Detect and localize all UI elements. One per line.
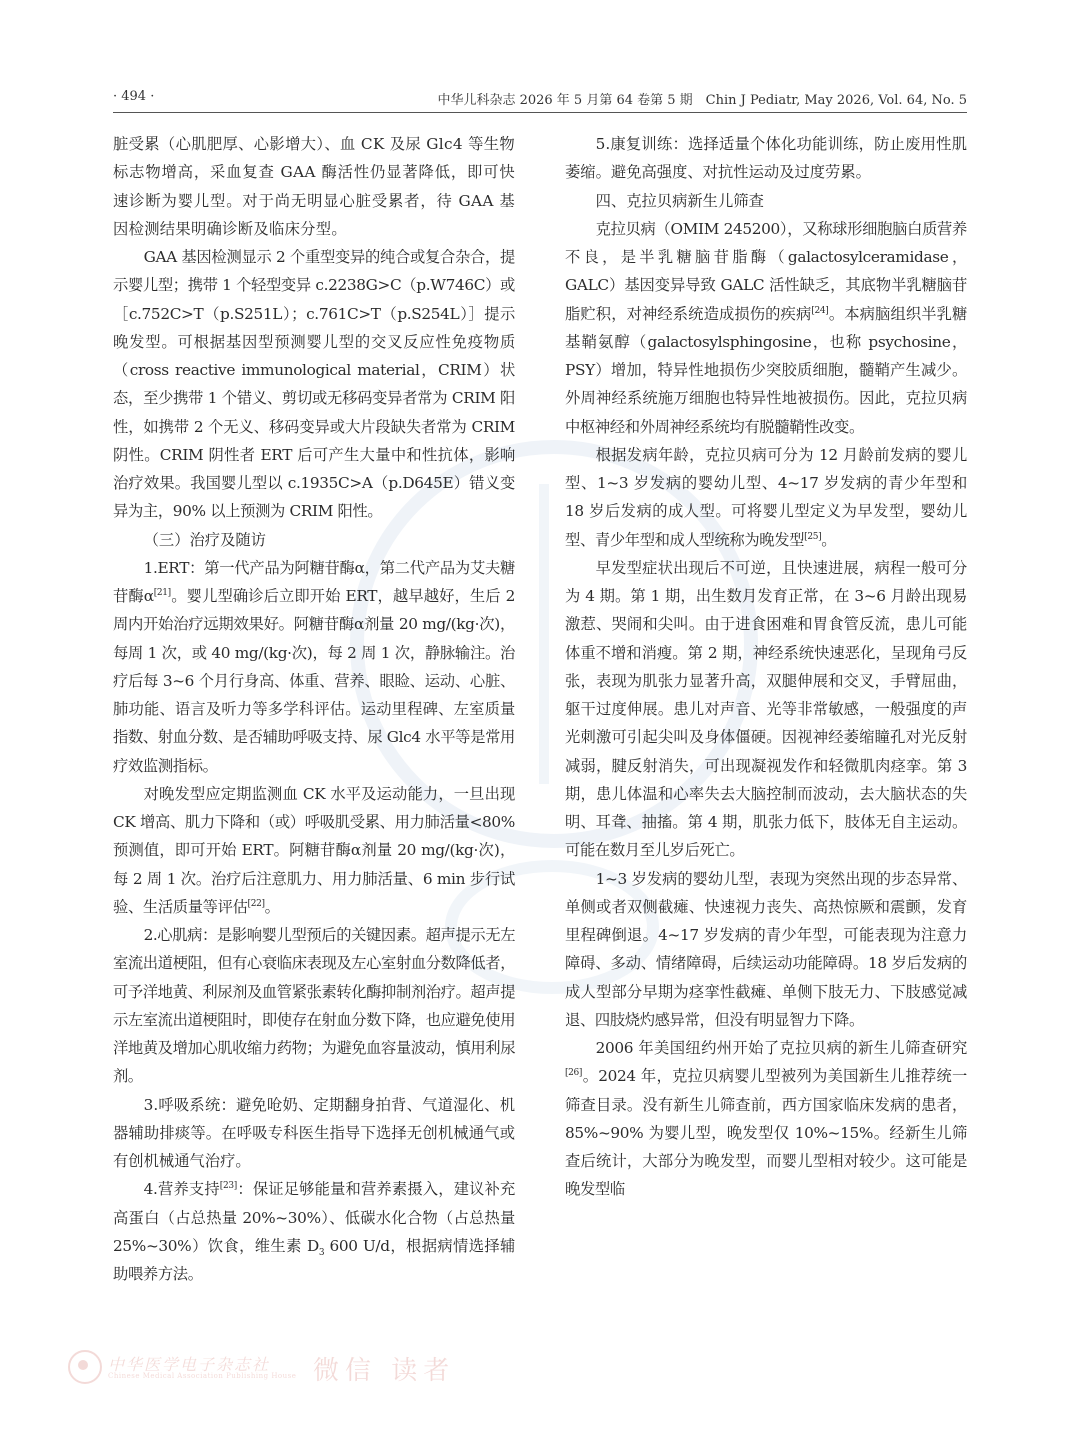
- paragraph: 2006 年美国纽约州开始了克拉贝病的新生儿筛查研究[26]。2024 年，克拉贝病婴儿型被列为美国新生儿推荐统一筛查目录。没有新生儿筛查前，西方国家临床发病的患者，85%~90% 为婴儿型，晚发型仅 10%~15%。经新生儿筛查后统计，大部分为晚发型，而婴儿型相对较少。这可能是晚发型临: [565, 1039, 967, 1199]
- publisher-name: 中华医学电子杂志社: [108, 1355, 271, 1374]
- paragraph: 2.心肌病：是影响婴儿型预后的关键因素。超声提示无左室流出道梗阻，但有心衰临床表现及左心室射血分数降低者，可予洋地黄、利尿剂及血管紧张素转化酶抑制剂治疗。超声提示左室流出道梗阻时，即使存在射血分数下降，也应避免使用洋地黄及增加心肌收缩力药物；为避免血容量波动，慎用利尿剂。: [113, 926, 515, 1086]
- paragraph: 对晚发型应定期监测血 CK 水平及运动能力，一旦出现 CK 增高、肌力下降和（或）呼吸肌受累、用力肺活量<80% 预测值，即可开始 ERT。阿糖苷酶α剂量 20 mg/(kg·次)，每 2 周 1 次。治疗后注意肌力、用力肺活量、6 min 步行试验、生活质量等评估[22]。: [113, 784, 515, 916]
- citation-ref[interactable]: [21]: [153, 587, 171, 598]
- paragraph: 早发型症状出现后不可逆，且快速进展，病程一般可分为 4 期。第 1 期，出生数月发育正常，在 3~6 月龄出现易激惹、哭闹和尖叫。由于进食困难和胃食管反流，患儿可能体重不增和消瘦。第 2 期，神经系统快速恶化，呈现角弓反张，表现为肌张力显著升高，双腿伸展和交叉，手臂屈曲，躯干过度伸展。患儿对声音、光等非常敏感，一般强度的声光刺激可引起尖叫及身体僵硬。因视神经萎缩瞳孔对光反射减弱，腱反射消失，可出现凝视发作和轻微肌肉痉挛。第 3 期，患儿体温和心率失去大脑控制而波动，去大脑状态的失明、耳聋、抽搐。第 4 期，肌张力低下，肢体无自主运动。可能在数月至儿岁后死亡。: [565, 558, 967, 860]
- paragraph: 4.营养支持[23]：保证足够能量和营养素摄入，建议补充高蛋白（占总热量 20%~30%）、低碳水化合物（占总热量 25%~30%）饮食，维生素 $D_3$ 600 U/d，根据病情选择辅助喂养方法。: [113, 1180, 515, 1283]
- citation-ref[interactable]: [24]: [811, 305, 829, 316]
- page-number: · 494 ·: [113, 89, 155, 104]
- citation-ref[interactable]: [26]: [565, 1068, 583, 1079]
- running-header: [113, 86, 967, 113]
- section-heading: 四、克拉贝病新生儿筛查: [595, 191, 764, 210]
- paragraph: 1~3 岁发病的婴幼儿型，表现为突然出现的步态异常、单侧或者双侧截瘫、快速视力丧失、高热惊厥和震颤，发育里程碑倒退。4~17 岁发病的青少年型，可能表现为注意力障碍、多动、情绪障碍，后续运动功能障碍。18 岁后发病的成人型部分早期为痉挛性截瘫、单侧下肢无力、下肢感觉减退、四肢烧灼感异常，但没有明显智力下降。: [565, 869, 967, 1029]
- publisher-logo-icon: [68, 1350, 102, 1384]
- brand-watermark: 微信 读者: [313, 1356, 456, 1386]
- publisher-name-en: Chinese Medical Association Publishing House: [108, 1372, 297, 1380]
- citation-ref[interactable]: [22]: [247, 898, 265, 909]
- paragraph: 1.ERT：第一代产品为阿糖苷酶α，第二代产品为艾夫糖苷酶α[21]。婴儿型确诊后立即开始 ERT，越早越好，生后 2 周内开始治疗远期效果好。阿糖苷酶α剂量 20 mg/(kg·次)，每周 1 次，或 40 mg/(kg·次)，每 2 周 1 次，静脉输注。治疗后每 3~6 个月行身高、体重、营养、眼睑、运动、心脏、肺功能、语言及听力等多学科评估。运动里程碑、左室质量指数、射血分数、是否辅助呼吸支持、尿 Glc4 水平等是常用疗效监测指标。: [113, 558, 516, 775]
- paragraph: 3.呼吸系统：避免呛奶、定期翻身拍背、气道湿化、机器辅助排痰等。在呼吸专科医生指导下选择无创机械通气或有创机械通气治疗。: [113, 1095, 515, 1170]
- right-column: [565, 130, 967, 1204]
- paragraph: 5.康复训练：选择适量个体化功能训练，防止废用性肌萎缩。避免高强度、对抗性运动及过度劳累。: [565, 135, 967, 182]
- section-heading: （三）治疗及随访: [143, 530, 266, 549]
- paragraph: GAA 基因检测显示 2 个重型变异的纯合或复合杂合，提示婴儿型；携带 1 个轻型变异 c.2238G>C（p.W746C）或［c.752C>T（p.S251L）；c.761C>T（p.S254L）］提示晚发型。可根据基因型预测婴儿型的交叉反应性免疫物质（cross reactive immunological material，CRIM）状态，至少携带 1 个错义、剪切或无移码变异者常为 CRIM 阳性，如携带 2 个无义、移码变异或大片段缺失者常为 CRIM 阴性。CRIM 阴性者 ERT 后可产生大量中和性抗体，影响治疗效果。我国婴儿型以 c.1935C>A（p.D645E）错义变异为主，90% 以上预测为 CRIM 阳性。: [113, 248, 515, 521]
- journal-citation: 中华儿科杂志 2026 年 5 月第 64 卷第 5 期 Chin J Pediatr, May 2026, Vol. 64, No. 5: [437, 93, 967, 108]
- paragraph: 克拉贝病（OMIM 245200），又称球形细胞脑白质营养不良，是半乳糖脑苷脂酶（galactosylceramidase，GALC）基因变异导致 GALC 活性缺乏，其底物半乳糖脑苷脂贮积，对神经系统造成损伤的疾病[24]。本病脑组织半乳糖基鞘氨醇（galactosylsphingosine，也称 psychosine，PSY）增加，特异性地损伤少突胶质细胞，髓鞘产生减少。外周神经系统施万细胞也特异性地被损伤。因此，克拉贝病中枢神经和外周神经系统均有脱髓鞘性改变。: [565, 219, 967, 436]
- paragraph: 根据发病年龄，克拉贝病可分为 12 月龄前发病的婴儿型、1~3 岁发病的婴幼儿型、4~17 岁发病的青少年型和 18 岁后发病的成人型。可将婴儿型定义为早发型，婴幼儿型、青少年型和成人型统称为晚发型[25]。: [565, 445, 967, 549]
- left-column: [113, 130, 515, 1288]
- publisher-watermark: [68, 1350, 488, 1384]
- citation-ref[interactable]: [23]: [219, 1181, 237, 1192]
- paragraph: 脏受累（心肌肥厚、心影增大）、血 CK 及尿 Glc4 等生物标志物增高，采血复查 GAA 酶活性仍显著降低，即可快速诊断为婴儿型。对于尚无明显心脏受累者，待 GAA 基因检测结果明确诊断及临床分型。: [113, 135, 515, 238]
- citation-ref[interactable]: [25]: [804, 531, 822, 542]
